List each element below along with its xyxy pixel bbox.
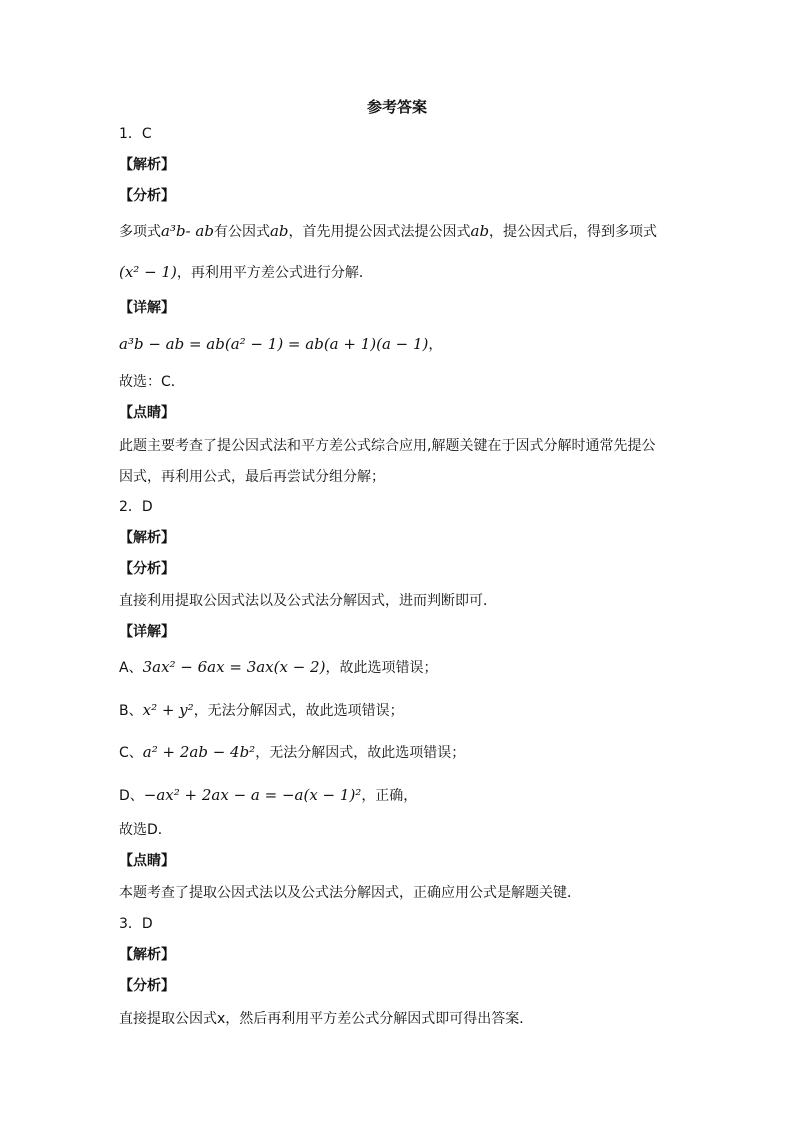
q2-dianjing-text: 本题考查了提取公因式法以及公式法分解因式，正确应用公式是解题关键． (119, 885, 581, 901)
q2-choice: 故选D． (119, 822, 172, 838)
q2-jiexi-heading: 【解析】 (119, 530, 175, 546)
q3-jiexi-heading: 【解析】 (119, 947, 175, 963)
q1-fenxi-text: ，提公因式后，得到多项式 (489, 224, 658, 240)
option-b-formula: x² + y² (142, 701, 194, 719)
q1-jiexi-heading: 【解析】 (119, 157, 175, 173)
option-c-formula: a² + 2ab − 4b² (142, 743, 256, 761)
q2-fenxi-heading: 【分析】 (119, 561, 175, 577)
q1-formula: (x² − 1) (119, 263, 177, 281)
q1-formula: a³b- ab (161, 222, 214, 240)
q2-option-a (119, 657, 437, 678)
option-c-text: ，无法分解因式，故此选项错误； (255, 745, 466, 761)
q2-option-d (119, 785, 417, 806)
q1-fenxi-text: ，再利用平方差公式进行分解． (176, 265, 373, 281)
option-b-label: B、 (119, 703, 143, 719)
q1-dianjing-line1: 此题主要考查了提公因式法和平方差公式综合应用,解题关键在于因式分解时通常先提公 (119, 438, 656, 454)
q1-xiangjie-line (119, 334, 442, 355)
q2-fenxi-text: 直接利用提取公因式法以及公式法分解因式，进而判断即可． (119, 593, 497, 609)
q2-dianjing-heading: 【点睛】 (119, 853, 175, 869)
q3-fenxi-text: 直接提取公因式x，然后再利用平方差公式分解因式即可得出答案． (119, 1011, 534, 1027)
q1-dianjing-heading: 【点睛】 (119, 405, 175, 421)
q2-option-b (119, 700, 404, 721)
option-c-label: C、 (119, 745, 143, 761)
option-d-formula: −ax² + 2ax − a = −a(x − 1)² (143, 786, 362, 804)
option-a-label: A、 (119, 660, 143, 676)
q1-solution-formula: a³b − ab = ab(a² − 1) = ab(a + 1)(a − 1) (119, 335, 429, 353)
q1-fenxi-text: 多项式 (119, 224, 161, 240)
q3-fenxi-heading: 【分析】 (119, 978, 175, 994)
option-d-label: D、 (119, 788, 144, 804)
q1-answer: 1．C (119, 126, 152, 142)
option-a-formula: 3ax² − 6ax = 3ax(x − 2) (142, 658, 326, 676)
q1-xiangjie-tail: ， (428, 337, 443, 353)
q1-formula: ab (470, 222, 490, 240)
page-title: 参考答案 (366, 98, 427, 116)
q1-dianjing-line2: 因式，再利用公式，最后再尝试分组分解； (119, 469, 385, 485)
q1-fenxi-line2 (119, 262, 373, 283)
option-b-text: ，无法分解因式，故此选项错误； (193, 703, 404, 719)
q1-fenxi-line1 (119, 221, 657, 242)
q2-answer: 2．D (119, 499, 153, 515)
q2-option-c (119, 742, 465, 763)
q2-xiangjie-heading: 【详解】 (119, 624, 175, 640)
option-d-text: ，正确， (361, 788, 418, 804)
q1-xiangjie-heading: 【详解】 (119, 300, 175, 316)
q1-choice: 故选：C． (119, 374, 185, 390)
q1-fenxi-text: ，首先用提公因式法提公因式 (288, 224, 471, 240)
q1-formula: ab (269, 222, 289, 240)
q3-answer: 3．D (119, 916, 153, 932)
q1-fenxi-text: 有公因式 (213, 224, 270, 240)
q1-fenxi-heading: 【分析】 (119, 188, 175, 204)
option-a-text: ，故此选项错误； (325, 660, 438, 676)
